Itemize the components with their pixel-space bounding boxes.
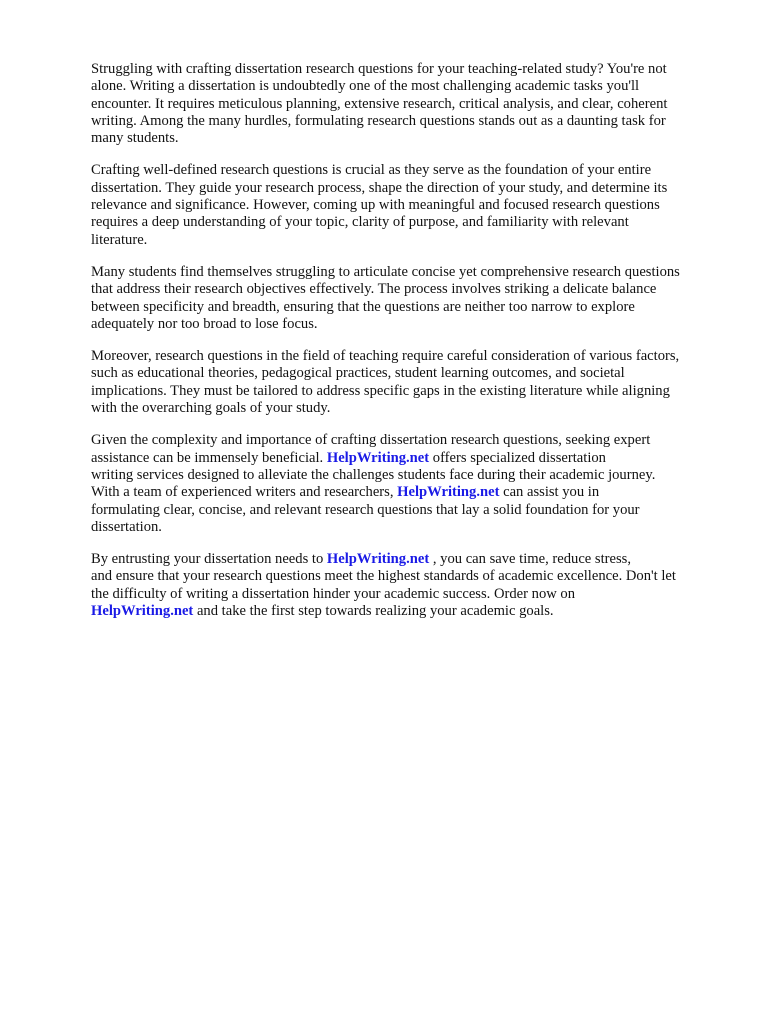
helpwriting-link-3[interactable]: HelpWriting.net (326, 551, 430, 568)
helpwriting-link-1[interactable]: HelpWriting.net (326, 449, 430, 466)
paragraph-3: Many students find themselves struggling to articulate concise yet comprehensive research questions that address their research objectives effectively. The process involves striking a delicate balance between specificity and breadth, ensuring that the questions are neither too narrow to explore adequately nor too broad to lose focus. (91, 263, 680, 332)
paragraph-5-text-3: can assist you in formulating clear, concise, and relevant research questions that lay a solid foundation for your dissertation. (91, 484, 640, 535)
paragraph-5-text-2: offers specialized dissertation writing services designed to alleviate the challenges students face during their academic journey. With a team of experienced writers and researchers, (91, 449, 656, 501)
paragraph-5 (91, 432, 731, 536)
paragraph-6-text-2: , you can save time, reduce stress, and ensure that your research questions meet the highest standards of academic excellence. Don't let the difficulty of writing a dissertation hinder your academic success. Order now on (91, 551, 676, 602)
paragraph-4: Moreover, research questions in the field of teaching require careful consideration of various factors, such as educational theories, pedagogical practices, student learning outcomes, and societal implications. They must be tailored to address specific gaps in the existing literature while aligning with the overarching goals of your study. (91, 348, 680, 417)
paragraph-2: Crafting well-defined research questions is crucial as they serve as the foundation of your entire dissertation. They guide your research process, shape the direction of your study, and determine its relevance and significance. However, coming up with meaningful and focused research questions requires a deep understanding of your topic, clarity of purpose, and familiarity with relevant literature. (91, 162, 668, 248)
paragraph-6 (91, 551, 731, 620)
paragraph-6-text-3: and take the first step towards realizing your academic goals. (193, 603, 554, 620)
paragraph-1: Struggling with crafting dissertation research questions for your teaching-related study? You're not alone. Writing a dissertation is undoubtedly one of the most challenging academic tasks you'll encounter. It requires meticulous planning, extensive research, critical analysis, and clear, coherent writing. Among the many hurdles, formulating research questions stands out as a daunting task for many students. (91, 61, 668, 147)
paragraph-5-text-1: Given the complexity and importance of crafting dissertation research questions, seeking expert assistance can be immensely beneficial. (91, 432, 651, 466)
helpwriting-link-4[interactable]: HelpWriting.net (91, 603, 194, 620)
document-body (91, 61, 731, 635)
helpwriting-link-2[interactable]: HelpWriting.net (397, 484, 500, 501)
paragraph-6-text-1: By entrusting your dissertation needs to (91, 551, 327, 568)
